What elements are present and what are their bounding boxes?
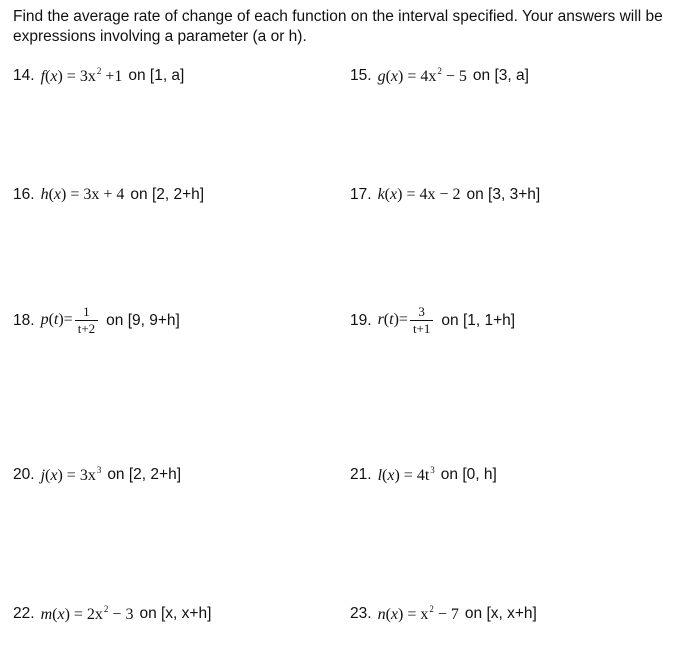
problem-number: 19. (350, 311, 372, 329)
interval: on [9, 9+h] (106, 311, 180, 329)
problem-number: 16. (13, 186, 35, 203)
function-expression: p(t)= $\frac{1}{t+2}$ (41, 305, 101, 336)
interval: on [x, x+h] (464, 605, 537, 622)
problem-number: 18. (13, 311, 35, 329)
fraction: $\frac{3}{t+1}$ (410, 305, 433, 336)
interval: on [1, a] (128, 67, 185, 84)
problem-15 (350, 66, 529, 86)
problem-20 (13, 465, 181, 485)
interval: on [0, h] (440, 466, 497, 483)
problem-number: 17. (350, 186, 372, 203)
problem-14 (13, 66, 184, 86)
problem-number: 14. (13, 67, 35, 84)
problem-19 (350, 305, 515, 336)
instructions-text: Find the average rate of change of each function on the interval specified. Your answers will be expressions involving a parameter (a or h). (13, 8, 663, 45)
function-expression: r(t)= $\frac{3}{t+1}$ (378, 305, 436, 336)
interval: on [2, 2+h] (107, 466, 181, 483)
problem-16 (13, 186, 204, 204)
interval: on [x, x+h] (139, 605, 212, 622)
interval: on [3, 3+h] (466, 186, 541, 203)
function-expression: $j(x) = 3x^3$ (40, 465, 102, 484)
problem-22 (13, 604, 211, 624)
problem-18 (13, 305, 180, 336)
function-expression: h(x) = 3x + 4 (40, 186, 125, 203)
function-expression: $l(x) = 4t^3$ (377, 465, 435, 484)
function-expression: $f(x) = 3x^2 +1$ (40, 66, 123, 85)
function-expression: k(x) = 4x − 2 (377, 186, 461, 203)
problem-number: 20. (13, 466, 35, 483)
function-expression: $n(x) = x^2 - 7$ (377, 604, 459, 623)
function-expression: $g(x) = 4x^2 - 5$ (377, 66, 467, 85)
problem-number: 23. (350, 605, 372, 622)
problem-number: 15. (350, 67, 372, 84)
interval: on [3, a] (472, 67, 529, 84)
problem-21 (350, 465, 497, 485)
problem-23 (350, 604, 537, 624)
problem-number: 22. (13, 605, 35, 622)
fraction: $\frac{1}{t+2}$ (75, 305, 98, 336)
interval: on [2, 2+h] (130, 186, 205, 203)
problem-17 (350, 186, 540, 204)
interval: on [1, 1+h] (441, 311, 516, 329)
problem-number: 21. (350, 466, 372, 483)
function-expression: $m(x) = 2x^2 - 3$ (40, 604, 134, 623)
